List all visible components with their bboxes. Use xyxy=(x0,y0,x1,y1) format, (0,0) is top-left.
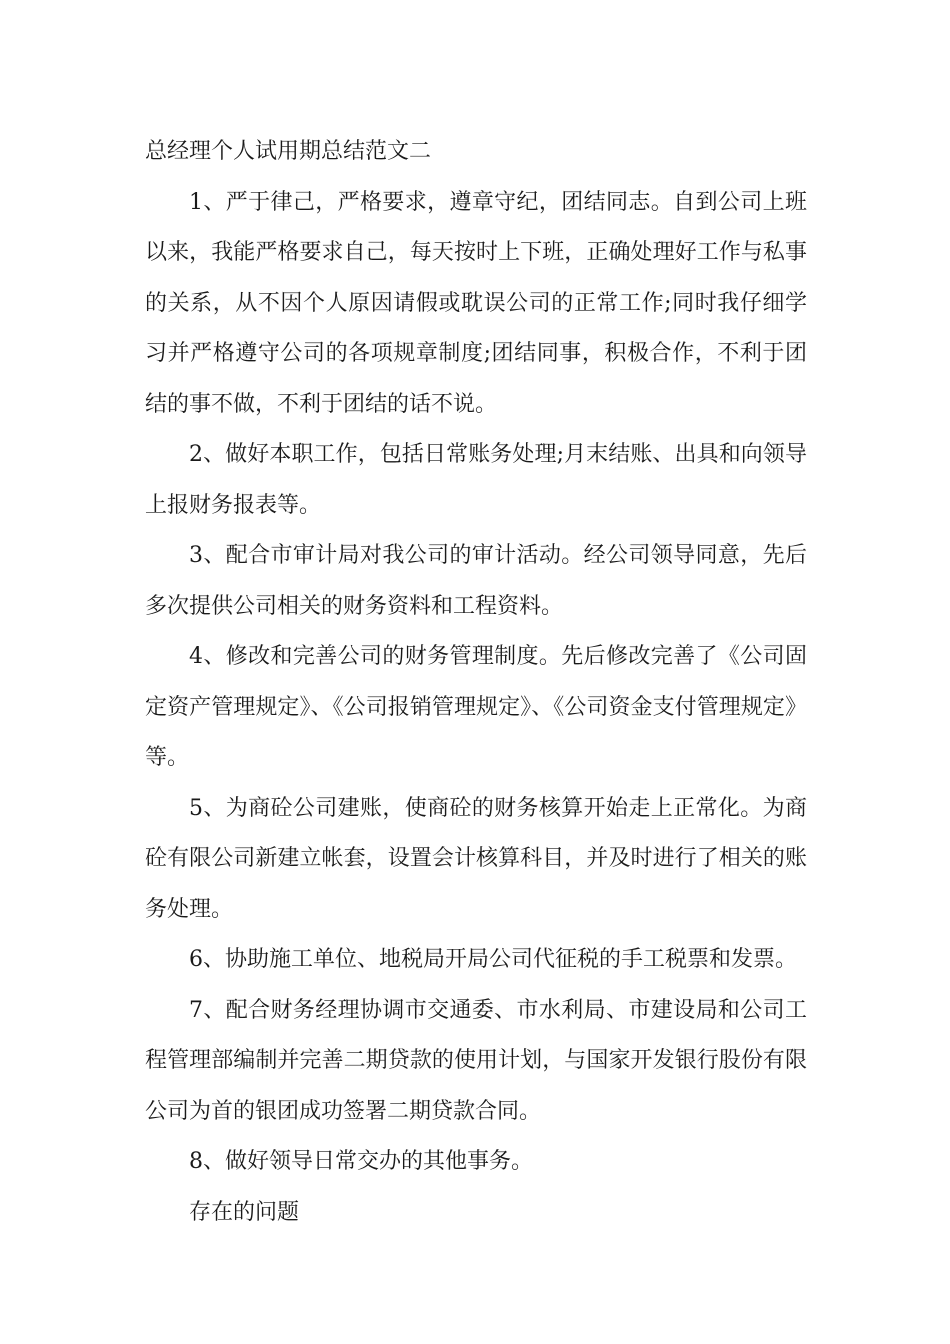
paragraph-2: 2、做好本职工作，包括日常账务处理;月末结账、出具和向领导上报财务报表等。 xyxy=(145,442,807,518)
document-body xyxy=(145,127,807,1238)
paragraph-3: 3、配合市审计局对我公司的审计活动。经公司领导同意，先后多次提供公司相关的财务资料和工程资料。 xyxy=(145,543,807,619)
paragraph-4: 4、修改和完善公司的财务管理制度。先后修改完善了《公司固定资产管理规定》、《公司报销管理规定》、《公司资金支付管理规定》等。 xyxy=(145,644,807,770)
paragraph-7: 7、配合财务经理协调市交通委、市水利局、市建设局和公司工程管理部编制并完善二期贷款的使用计划，与国家开发银行股份有限公司为首的银团成功签署二期贷款合同。 xyxy=(145,997,807,1124)
paragraph-8: 8、做好领导日常交办的其他事务。 xyxy=(189,1149,533,1174)
document-title: 总经理个人试用期总结范文二 xyxy=(145,139,432,164)
section-heading-problems: 存在的问题 xyxy=(189,1199,300,1225)
paragraph-1: 1、严于律己，严格要求，遵章守纪，团结同志。自到公司上班以来，我能严格要求自己，每天按时上下班，正确处理好工作与私事的关系，从不因个人原因请假或耽误公司的正常工作;同时我仔细学习并严格遵守公司的各项规章制度;团结同事，积极合作，不利于团结的事不做，不利于团结的话不说。 xyxy=(145,189,807,417)
paragraph-6: 6、协助施工单位、地税局开局公司代征税的手工税票和发票。 xyxy=(189,947,797,972)
paragraph-5: 5、为商砼公司建账，使商砼的财务核算开始走上正常化。为商砼有限公司新建立帐套，设置会计核算科目，并及时进行了相关的账务处理。 xyxy=(145,795,807,922)
